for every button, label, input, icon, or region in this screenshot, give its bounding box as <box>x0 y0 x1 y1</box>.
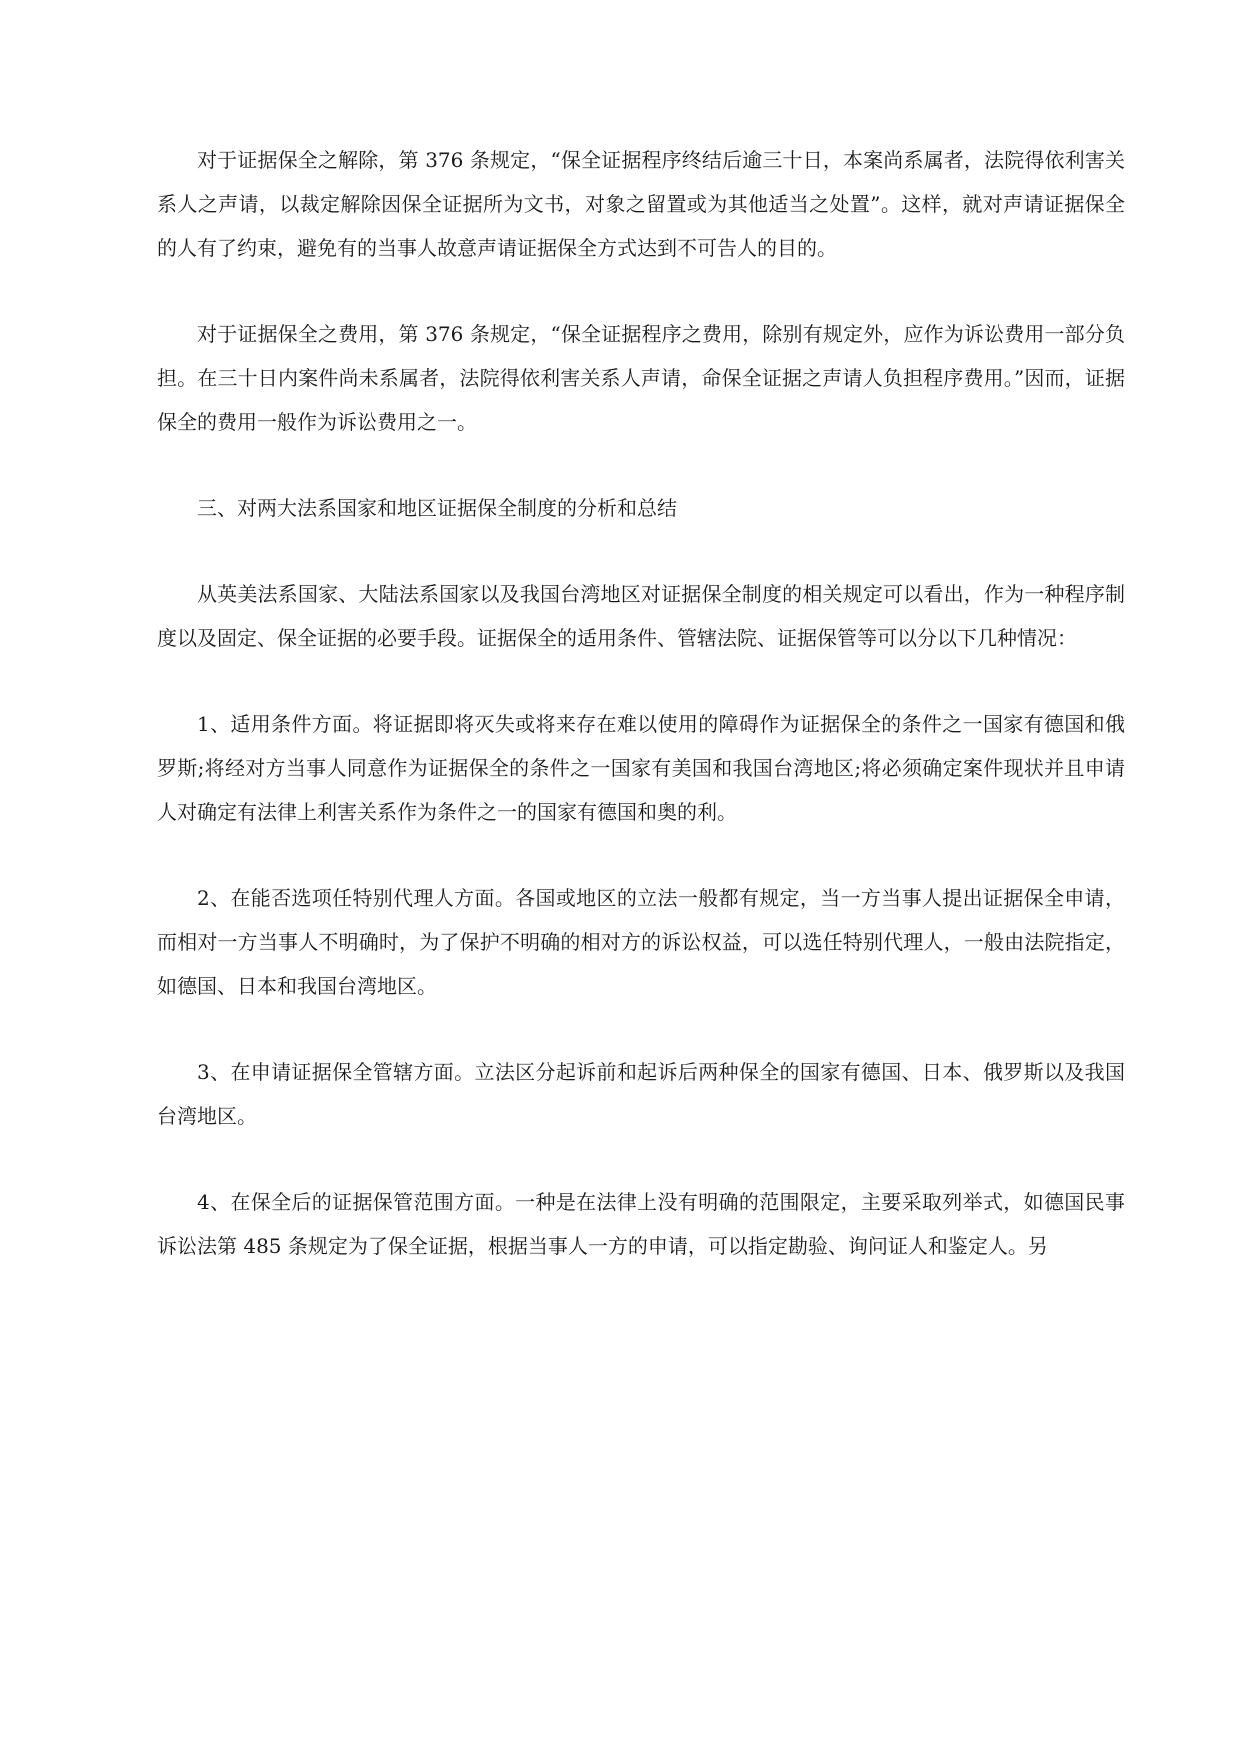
section-heading: 三、对两大法系国家和地区证据保全制度的分析和总结 <box>197 496 677 520</box>
paragraph-summary-intro: 从英美法系国家、大陆法系国家以及我国台湾地区对证据保全制度的相关规定可以看出，作为一种程序制度以及固定、保全证据的必要手段。证据保全的适用条件、管辖法院、证据保管等可以分以下几种情况： <box>157 582 1125 650</box>
document-page <box>157 138 1125 1268</box>
paragraph-point-3: 3、在申请证据保全管辖方面。立法区分起诉前和起诉后两种保全的国家有德国、日本、俄罗斯以及我国台湾地区。 <box>157 1060 1125 1128</box>
paragraph-point-2: 2、在能否选项任特别代理人方面。各国或地区的立法一般都有规定，当一方当事人提出证据保全申请，而相对一方当事人不明确时，为了保护不明确的相对方的诉讼权益，可以选任特别代理人，一般由法院指定，如德国、日本和我国台湾地区。 <box>157 886 1125 998</box>
paragraph-evidence-preservation-costs: 对于证据保全之费用，第 376 条规定，“保全证据程序之费用，除别有规定外，应作为诉讼费用一部分负担。在三十日内案件尚未系属者，法院得依利害关系人声请，命保全证据之声请人负担程序费用。”因而，证据保全的费用一般作为诉讼费用之一。 <box>157 322 1125 434</box>
paragraph-point-4: 4、在保全后的证据保管范围方面。一种是在法律上没有明确的范围限定，主要采取列举式，如德国民事诉讼法第 485 条规定为了保全证据，根据当事人一方的申请，可以指定勘验、询问证人和鉴定人。另 <box>157 1190 1125 1258</box>
paragraph-point-1: 1、适用条件方面。将证据即将灭失或将来存在难以使用的障碍作为证据保全的条件之一国家有德国和俄罗斯;将经对方当事人同意作为证据保全的条件之一国家有美国和我国台湾地区;将必须确定案件现状并且申请人对确定有法律上利害关系作为条件之一的国家有德国和奥的利。 <box>157 712 1125 824</box>
paragraph-evidence-preservation-release: 对于证据保全之解除，第 376 条规定，“保全证据程序终结后逾三十日，本案尚系属者，法院得依利害关系人之声请，以裁定解除因保全证据所为文书，对象之留置或为其他适当之处置”。这样，就对声请证据保全的人有了约束，避免有的当事人故意声请证据保全方式达到不可告人的目的。 <box>157 148 1125 260</box>
